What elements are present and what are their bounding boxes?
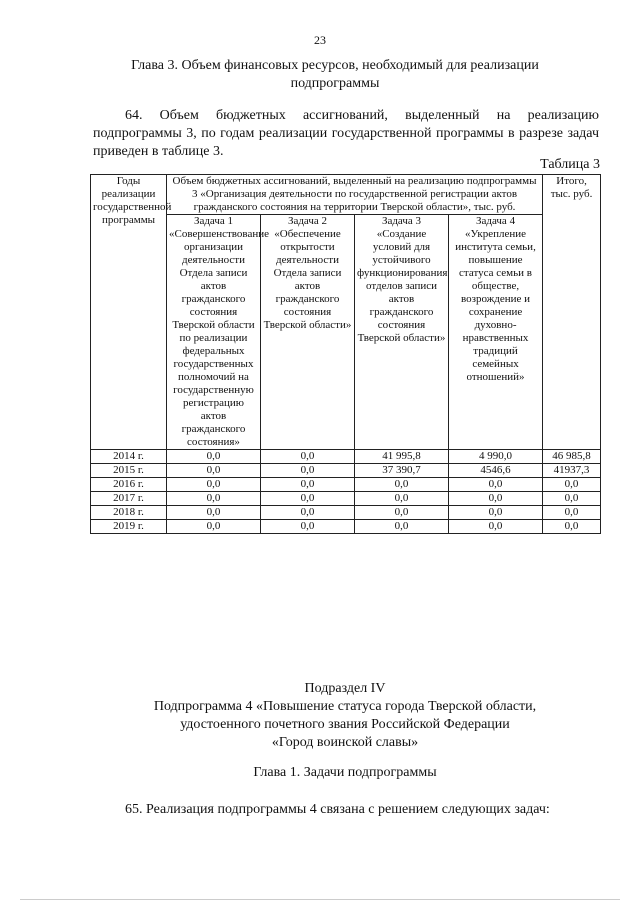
table-tasks-row [91, 215, 601, 450]
cell-task-4: 0,0 [449, 492, 543, 506]
header-budget: Объем бюджетных ассигнований, выделенный на реализацию подпрограммы 3 «Организация деятельности по государственной регистрации актов гражданского состояния на территории Тверской области», тыс. руб. [167, 175, 543, 215]
cell-task-4: 4 990,0 [449, 450, 543, 464]
cell-task-3: 0,0 [355, 478, 449, 492]
page-bottom-divider [20, 899, 620, 900]
cell-task-1: 0,0 [167, 464, 261, 478]
cell-task-4: 0,0 [449, 520, 543, 534]
cell-task-1: 0,0 [167, 506, 261, 520]
table-row [91, 450, 601, 464]
chapter-3-title-line-2: подпрограммы [290, 76, 380, 91]
header-years: Годы реализации государственной программы [91, 175, 167, 450]
cell-total: 0,0 [543, 520, 601, 534]
cell-task-4: 4546,6 [449, 464, 543, 478]
table-row [91, 506, 601, 520]
header-task-3: Задача 3 «Создание условий для устойчивого функционирования отделов записи актов гражданского состояния Тверской области» [355, 215, 449, 450]
subsection-4-line-1: Подраздел IV [304, 681, 386, 696]
subsection-4-heading [90, 680, 600, 752]
cell-task-3: 37 390,7 [355, 464, 449, 478]
cell-task-1: 0,0 [167, 520, 261, 534]
cell-task-3: 41 995,8 [355, 450, 449, 464]
cell-task-2: 0,0 [261, 520, 355, 534]
cell-task-4: 0,0 [449, 478, 543, 492]
cell-year: 2018 г. [91, 506, 167, 520]
table-row [91, 478, 601, 492]
table-header-row [91, 175, 601, 215]
header-total: Итого, тыс. руб. [543, 175, 601, 450]
page-number: 23 [314, 33, 326, 47]
cell-task-3: 0,0 [355, 506, 449, 520]
cell-total: 46 985,8 [543, 450, 601, 464]
cell-year: 2015 г. [91, 464, 167, 478]
cell-task-1: 0,0 [167, 478, 261, 492]
subsection-4-line-4: «Город воинской славы» [271, 735, 419, 750]
header-task-4: Задача 4 «Укрепление института семьи, повышение статуса семьи в обществе, возрождение и сохранение духовно-нравственных традиций семейных отношений» [449, 215, 543, 450]
cell-task-1: 0,0 [167, 492, 261, 506]
cell-task-2: 0,0 [261, 492, 355, 506]
cell-task-2: 0,0 [261, 478, 355, 492]
header-task-1: Задача 1 «Совершенствование организации деятельности Отдела записи актов гражданского состояния Тверской области по реализации федеральных государственных полномочий на государственную регистрацию актов гражданского состояния» [167, 215, 261, 450]
cell-total: 0,0 [543, 478, 601, 492]
table-row [91, 492, 601, 506]
chapter-3-title [90, 57, 580, 93]
cell-task-2: 0,0 [261, 506, 355, 520]
cell-year: 2014 г. [91, 450, 167, 464]
table-row [91, 520, 601, 534]
cell-task-3: 0,0 [355, 520, 449, 534]
cell-task-4: 0,0 [449, 506, 543, 520]
paragraph-65-text: 65. Реализация подпрограммы 4 связана с решением следующих задач: [125, 802, 550, 817]
chapter-3-title-line-1: Глава 3. Объем финансовых ресурсов, необходимый для реализации [131, 58, 539, 73]
cell-task-1: 0,0 [167, 450, 261, 464]
table-row [91, 464, 601, 478]
header-task-2: Задача 2 «Обеспечение открытости деятельности Отдела записи актов гражданского состояния Тверской области» [261, 215, 355, 450]
paragraph-65 [93, 801, 599, 819]
cell-total: 41937,3 [543, 464, 601, 478]
cell-total: 0,0 [543, 492, 601, 506]
cell-task-2: 0,0 [261, 464, 355, 478]
paragraph-64-text: 64. Объем бюджетных ассигнований, выделенный на реализацию подпрограммы 3, по годам реализации государственной программы в разрезе задач приведен в таблице 3. [93, 108, 599, 159]
paragraph-64 [93, 107, 599, 161]
subsection-4-line-2: Подпрограмма 4 «Повышение статуса города Тверской области, [153, 699, 537, 714]
cell-year: 2016 г. [91, 478, 167, 492]
cell-task-3: 0,0 [355, 492, 449, 506]
cell-year: 2017 г. [91, 492, 167, 506]
chapter-1-title: Глава 1. Задачи подпрограммы [253, 765, 437, 780]
cell-year: 2019 г. [91, 520, 167, 534]
cell-task-2: 0,0 [261, 450, 355, 464]
cell-total: 0,0 [543, 506, 601, 520]
subsection-4-line-3: удостоенного почетного звания Российской Федерации [180, 717, 510, 732]
table-caption: Таблица 3 [540, 157, 600, 172]
budget-table [90, 174, 601, 534]
